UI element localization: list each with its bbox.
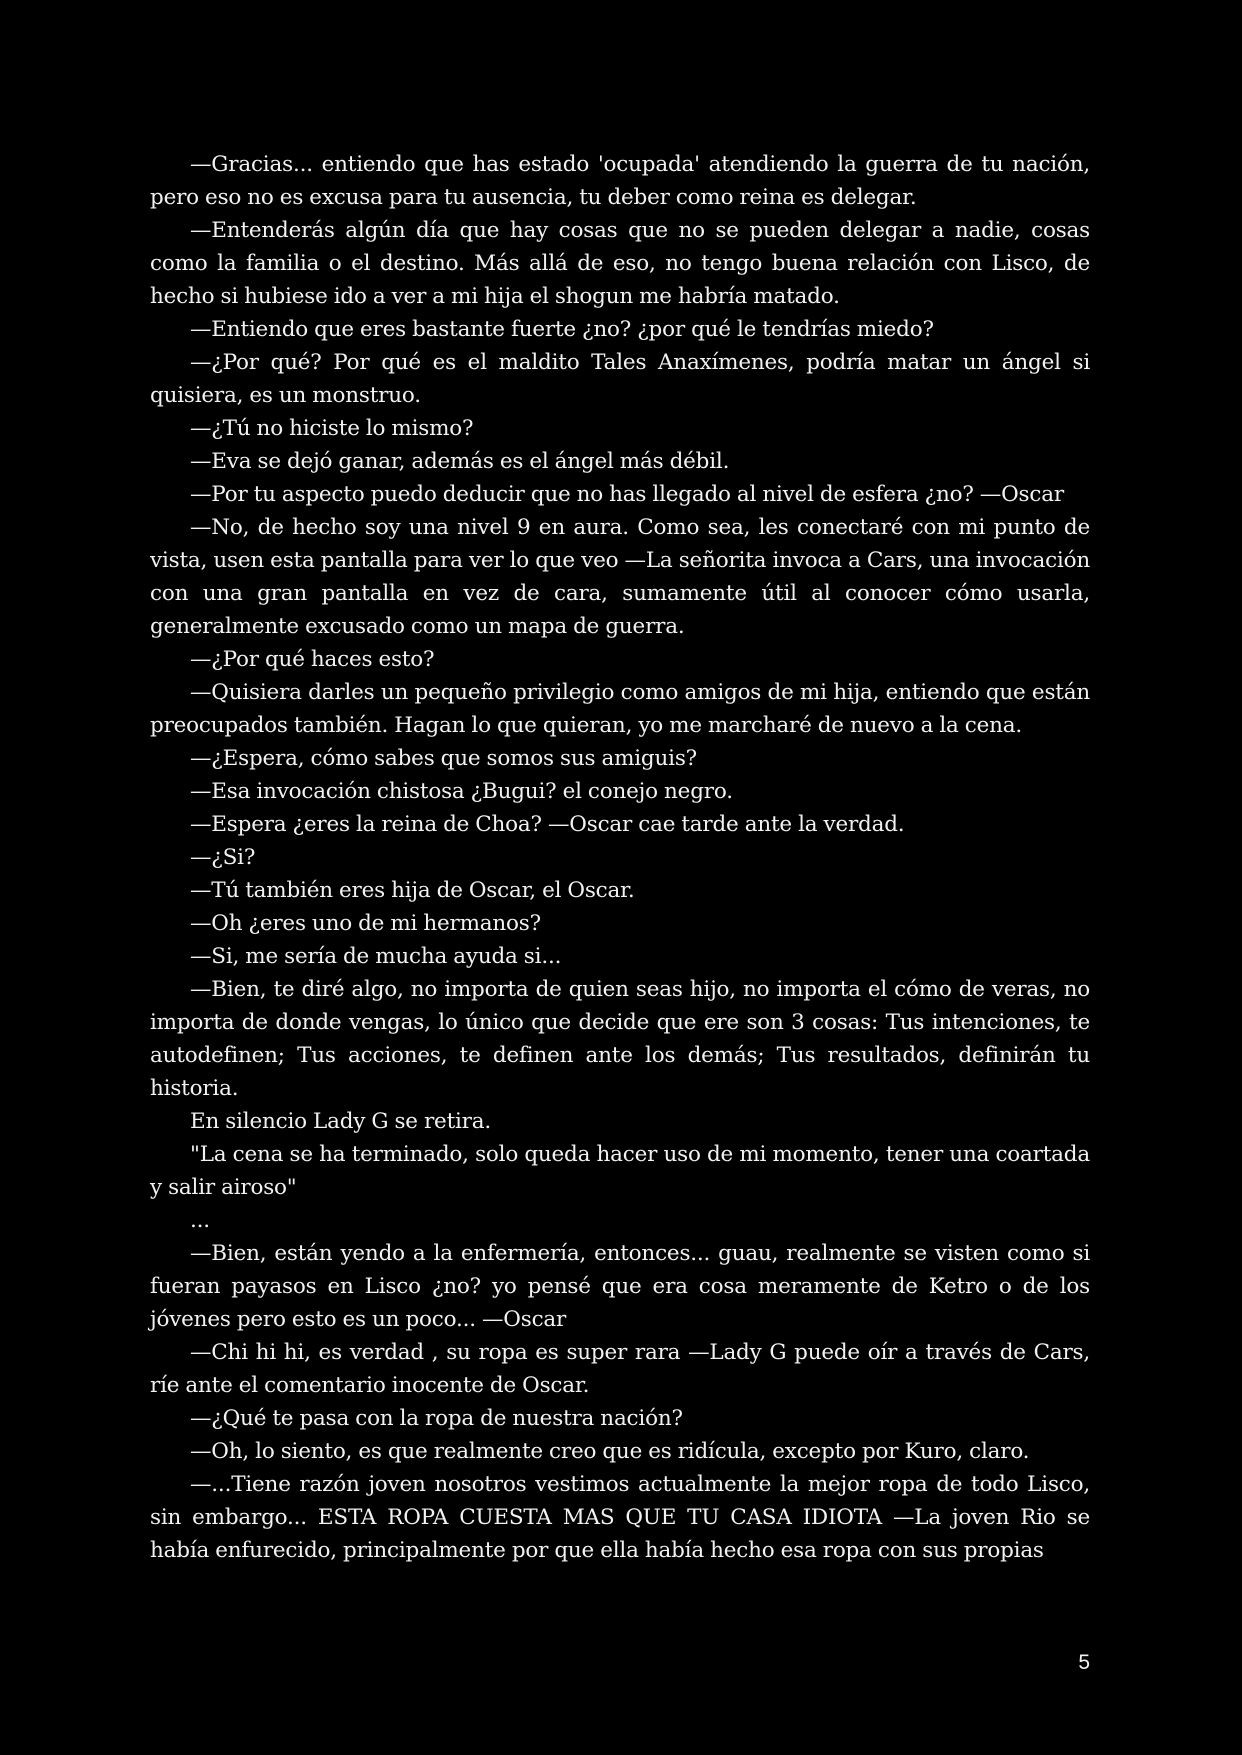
paragraph: —¿Por qué haces esto? bbox=[190, 647, 435, 672]
paragraph: —Esa invocación chistosa ¿Bugui? el conejo negro. bbox=[190, 779, 733, 804]
paragraph: —Bien, están yendo a la enfermería, entonces... guau, realmente se visten como si fueran payasos en Lisco ¿no? yo pensé que era cosa meramente de Ketro o de los jóvenes pero esto es un poco... —Oscar bbox=[150, 1241, 1090, 1332]
paragraph: —¿Qué te pasa con la ropa de nuestra nación? bbox=[190, 1406, 683, 1431]
paragraph: —No, de hecho soy una nivel 9 en aura. Como sea, les conectaré con mi punto de vista, usen esta pantalla para ver lo que veo —La señorita invoca a Cars, una invocación con una gran pantalla en vez de cara, sumamente útil al conocer cómo usarla, generalmente excusado como un mapa de guerra. bbox=[150, 515, 1090, 639]
paragraph: —Entenderás algún día que hay cosas que no se pueden delegar a nadie, cosas como la familia o el destino. Más allá de eso, no tengo buena relación con Lisco, de hecho si hubiese ido a ver a mi hija el shogun me habría matado. bbox=[150, 218, 1090, 309]
paragraph: —Si, me sería de mucha ayuda si... bbox=[190, 944, 562, 969]
page-number: 5 bbox=[1078, 1651, 1090, 1674]
paragraph: —¿Si? bbox=[190, 845, 256, 870]
paragraph: —¿Por qué? Por qué es el maldito Tales Anaxímenes, podría matar un ángel si quisiera, es un monstruo. bbox=[150, 350, 1090, 408]
paragraph: —Por tu aspecto puedo deducir que no has llegado al nivel de esfera ¿no? —Oscar bbox=[190, 482, 1064, 507]
paragraph: —...Tiene razón joven nosotros vestimos actualmente la mejor ropa de todo Lisco, sin embargo... ESTA ROPA CUESTA MAS QUE TU CASA IDIOTA —La joven Rio se había enfurecido, principalmente por que ella había hecho esa ropa con sus propias bbox=[150, 1472, 1090, 1563]
paragraph: —Espera ¿eres la reina de Choa? —Oscar cae tarde ante la verdad. bbox=[190, 812, 905, 837]
paragraph: —Tú también eres hija de Oscar, el Oscar. bbox=[190, 878, 635, 903]
paragraph: —Quisiera darles un pequeño privilegio como amigos de mi hija, entiendo que están preocupados también. Hagan lo que quieran, yo me marcharé de nuevo a la cena. bbox=[150, 680, 1090, 738]
paragraph: —¿Tú no hiciste lo mismo? bbox=[190, 416, 474, 441]
paragraph: —Oh ¿eres uno de mi hermanos? bbox=[190, 911, 541, 936]
paragraph: —Entiendo que eres bastante fuerte ¿no? ¿por qué le tendrías miedo? bbox=[190, 317, 934, 342]
paragraph: —Bien, te diré algo, no importa de quien seas hijo, no importa el cómo de veras, no importa de donde vengas, lo único que decide que ere son 3 cosas: Tus intenciones, te autodefinen; Tus acciones, te definen ante los demás; Tus resultados, definirán tu historia. bbox=[150, 977, 1090, 1101]
paragraph: —Eva se dejó ganar, además es el ángel más débil. bbox=[190, 449, 730, 474]
page-text-block bbox=[150, 148, 1090, 1567]
paragraph: —Chi hi hi, es verdad , su ropa es super rara —Lady G puede oír a través de Cars, ríe ante el comentario inocente de Oscar. bbox=[150, 1340, 1090, 1398]
paragraph: ... bbox=[190, 1208, 210, 1233]
paragraph: —¿Espera, cómo sabes que somos sus amiguis? bbox=[190, 746, 697, 771]
paragraph: "La cena se ha terminado, solo queda hacer uso de mi momento, tener una coartada y salir airoso" bbox=[150, 1142, 1090, 1200]
paragraph: —Gracias... entiendo que has estado 'ocupada' atendiendo la guerra de tu nación, pero eso no es excusa para tu ausencia, tu deber como reina es delegar. bbox=[150, 152, 1090, 210]
paragraph: En silencio Lady G se retira. bbox=[190, 1109, 492, 1134]
paragraph: —Oh, lo siento, es que realmente creo que es ridícula, excepto por Kuro, claro. bbox=[190, 1439, 1030, 1464]
